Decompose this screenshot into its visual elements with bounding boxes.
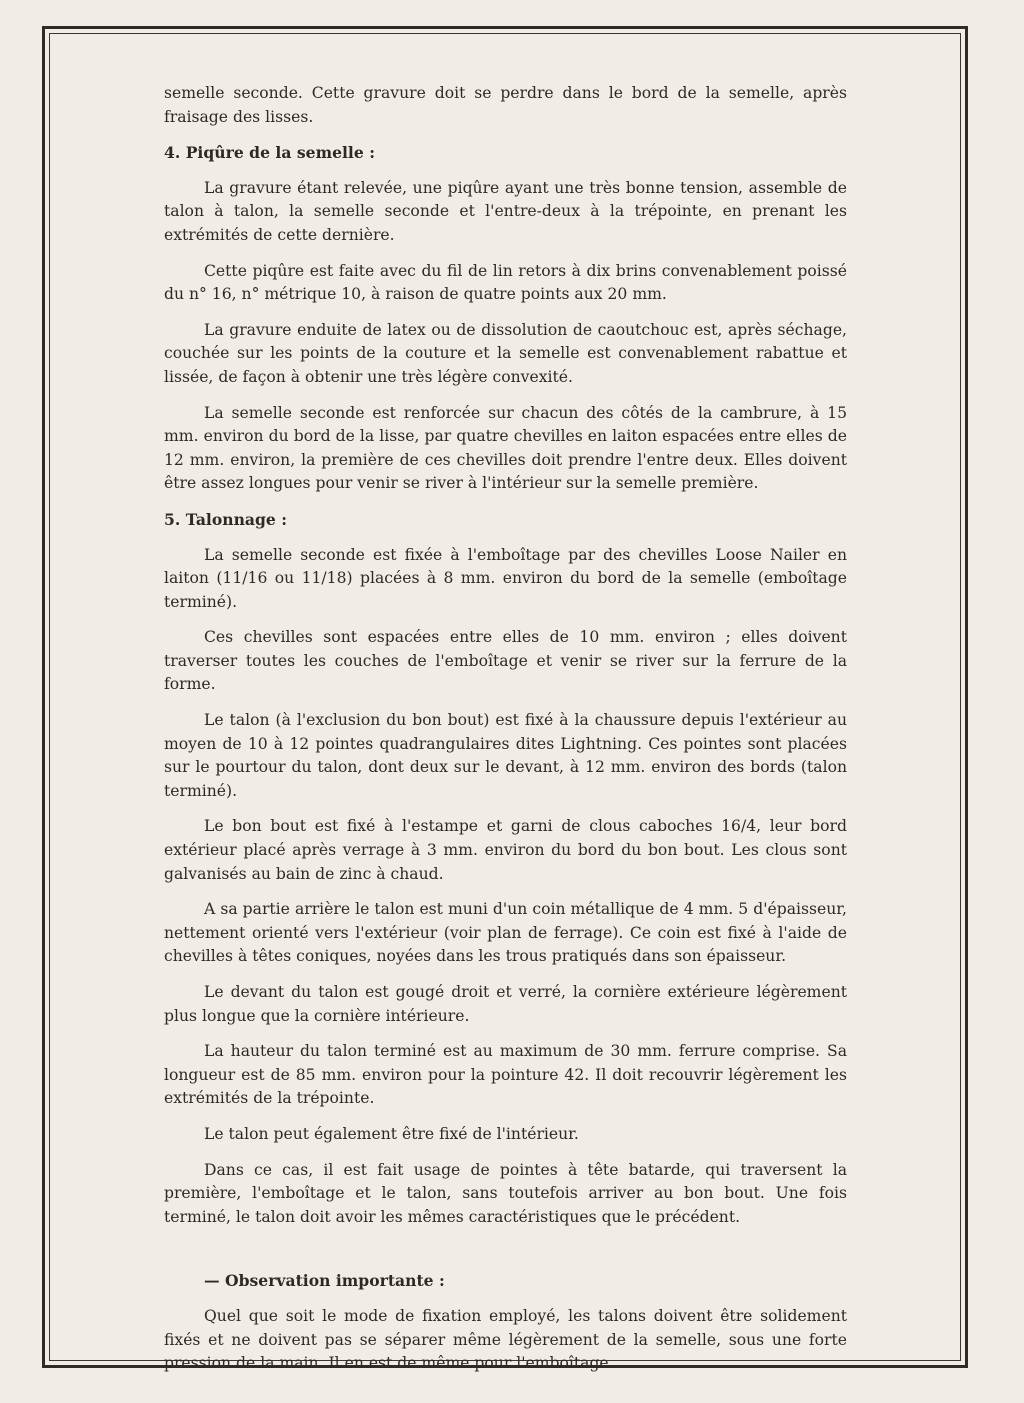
section-piqure xyxy=(164,141,847,496)
paragraph: Dans ce cas, il est fait usage de pointes à tête batarde, qui traversent la première, l'emboîtage et le talon, sans toutefois arriver au bon bout. Une fois terminé, le talon doit avoir les mêmes caractéristiques que le précédent. xyxy=(164,1160,847,1226)
paragraph: Le talon peut également être fixé de l'intérieur. xyxy=(204,1124,579,1143)
paragraph: La hauteur du talon terminé est au maximum de 30 mm. ferrure comprise. Sa longueur est de 85 mm. environ pour la pointure 42. Il doit recouvrir légèrement les extrémités de la trépointe. xyxy=(164,1042,847,1108)
paragraph: Ces chevilles sont espacées entre elles de 10 mm. environ ; elles doivent traverser toutes les couches de l'emboîtage et venir se river sur la ferrure de la forme. xyxy=(164,628,847,694)
section-heading: 5. Talonnage : xyxy=(164,509,288,529)
section-heading: 4. Piqûre de la semelle : xyxy=(164,143,375,163)
paragraph: Cette piqûre est faite avec du fil de lin retors à dix brins convenablement poissé du n° 16, n° métrique 10, à raison de quatre points aux 20 mm. xyxy=(164,261,847,304)
paragraph: Le talon (à l'exclusion du bon bout) est fixé à la chaussure depuis l'extérieur au moyen de 10 à 12 pointes quadrangulaires dites Lightning. Ces pointes sont placées sur le pourtour du talon, dont deux sur le devant, à 12 mm. environ des bords (talon terminé). xyxy=(164,711,847,800)
paragraph: La gravure étant relevée, une piqûre ayant une très bonne tension, assemble de talon à talon, la semelle seconde et l'entre-deux à la trépointe, en prenant les extrémités de cette dernière. xyxy=(164,178,847,244)
paragraph: Le devant du talon est gougé droit et verré, la cornière extérieure légèrement plus longue que la cornière intérieure. xyxy=(164,983,847,1025)
paragraph: Le bon bout est fixé à l'estampe et garni de clous caboches 16/4, leur bord extérieur placé après verrage à 3 mm. environ du bord du bon bout. Les clous sont galvanisés au bain de zinc à chaud. xyxy=(164,817,847,883)
paragraph: A sa partie arrière le talon est muni d'un coin métallique de 4 mm. 5 d'épaisseur, nettement orienté vers l'extérieur (voir plan de ferrage). Ce coin est fixé à l'aide de chevilles à têtes coniques, noyées dans les trous pratiqués dans son épaisseur. xyxy=(164,900,847,966)
intro-paragraph: semelle seconde. Cette gravure doit se perdre dans le bord de la semelle, après fraisage des lisses. xyxy=(164,84,847,126)
section-talonnage xyxy=(164,508,847,1229)
section-observation xyxy=(164,1269,847,1375)
paragraph: La semelle seconde est renforcée sur chacun des côtés de la cambrure, à 15 mm. environ du bord de la lisse, par quatre chevilles en laiton espacées entre elles de 12 mm. environ, la première de ces chevilles doit prendre l'entre deux. Elles doivent être assez longues pour venir se river à l'intérieur sur la semelle première. xyxy=(164,403,847,493)
observation-paragraph: Quel que soit le mode de fixation employé, les talons doivent être solidement fixés et ne doivent pas se séparer même légèrement de la semelle, sous une forte pression de la main. Il en est de même pour l'emboîtage. xyxy=(164,1306,847,1373)
document-body xyxy=(164,82,847,1388)
observation-heading: — Observation importante : xyxy=(204,1271,445,1291)
paragraph: La gravure enduite de latex ou de dissolution de caoutchouc est, après séchage, couchée sur les points de la couture et la semelle est convenablement rabattue et lissée, de façon à obtenir une très légère convexité. xyxy=(164,320,847,386)
paragraph: La semelle seconde est fixée à l'emboîtage par des chevilles Loose Nailer en laiton (11/16 ou 11/18) placées à 8 mm. environ du bord de la semelle (emboîtage terminé). xyxy=(164,545,847,611)
